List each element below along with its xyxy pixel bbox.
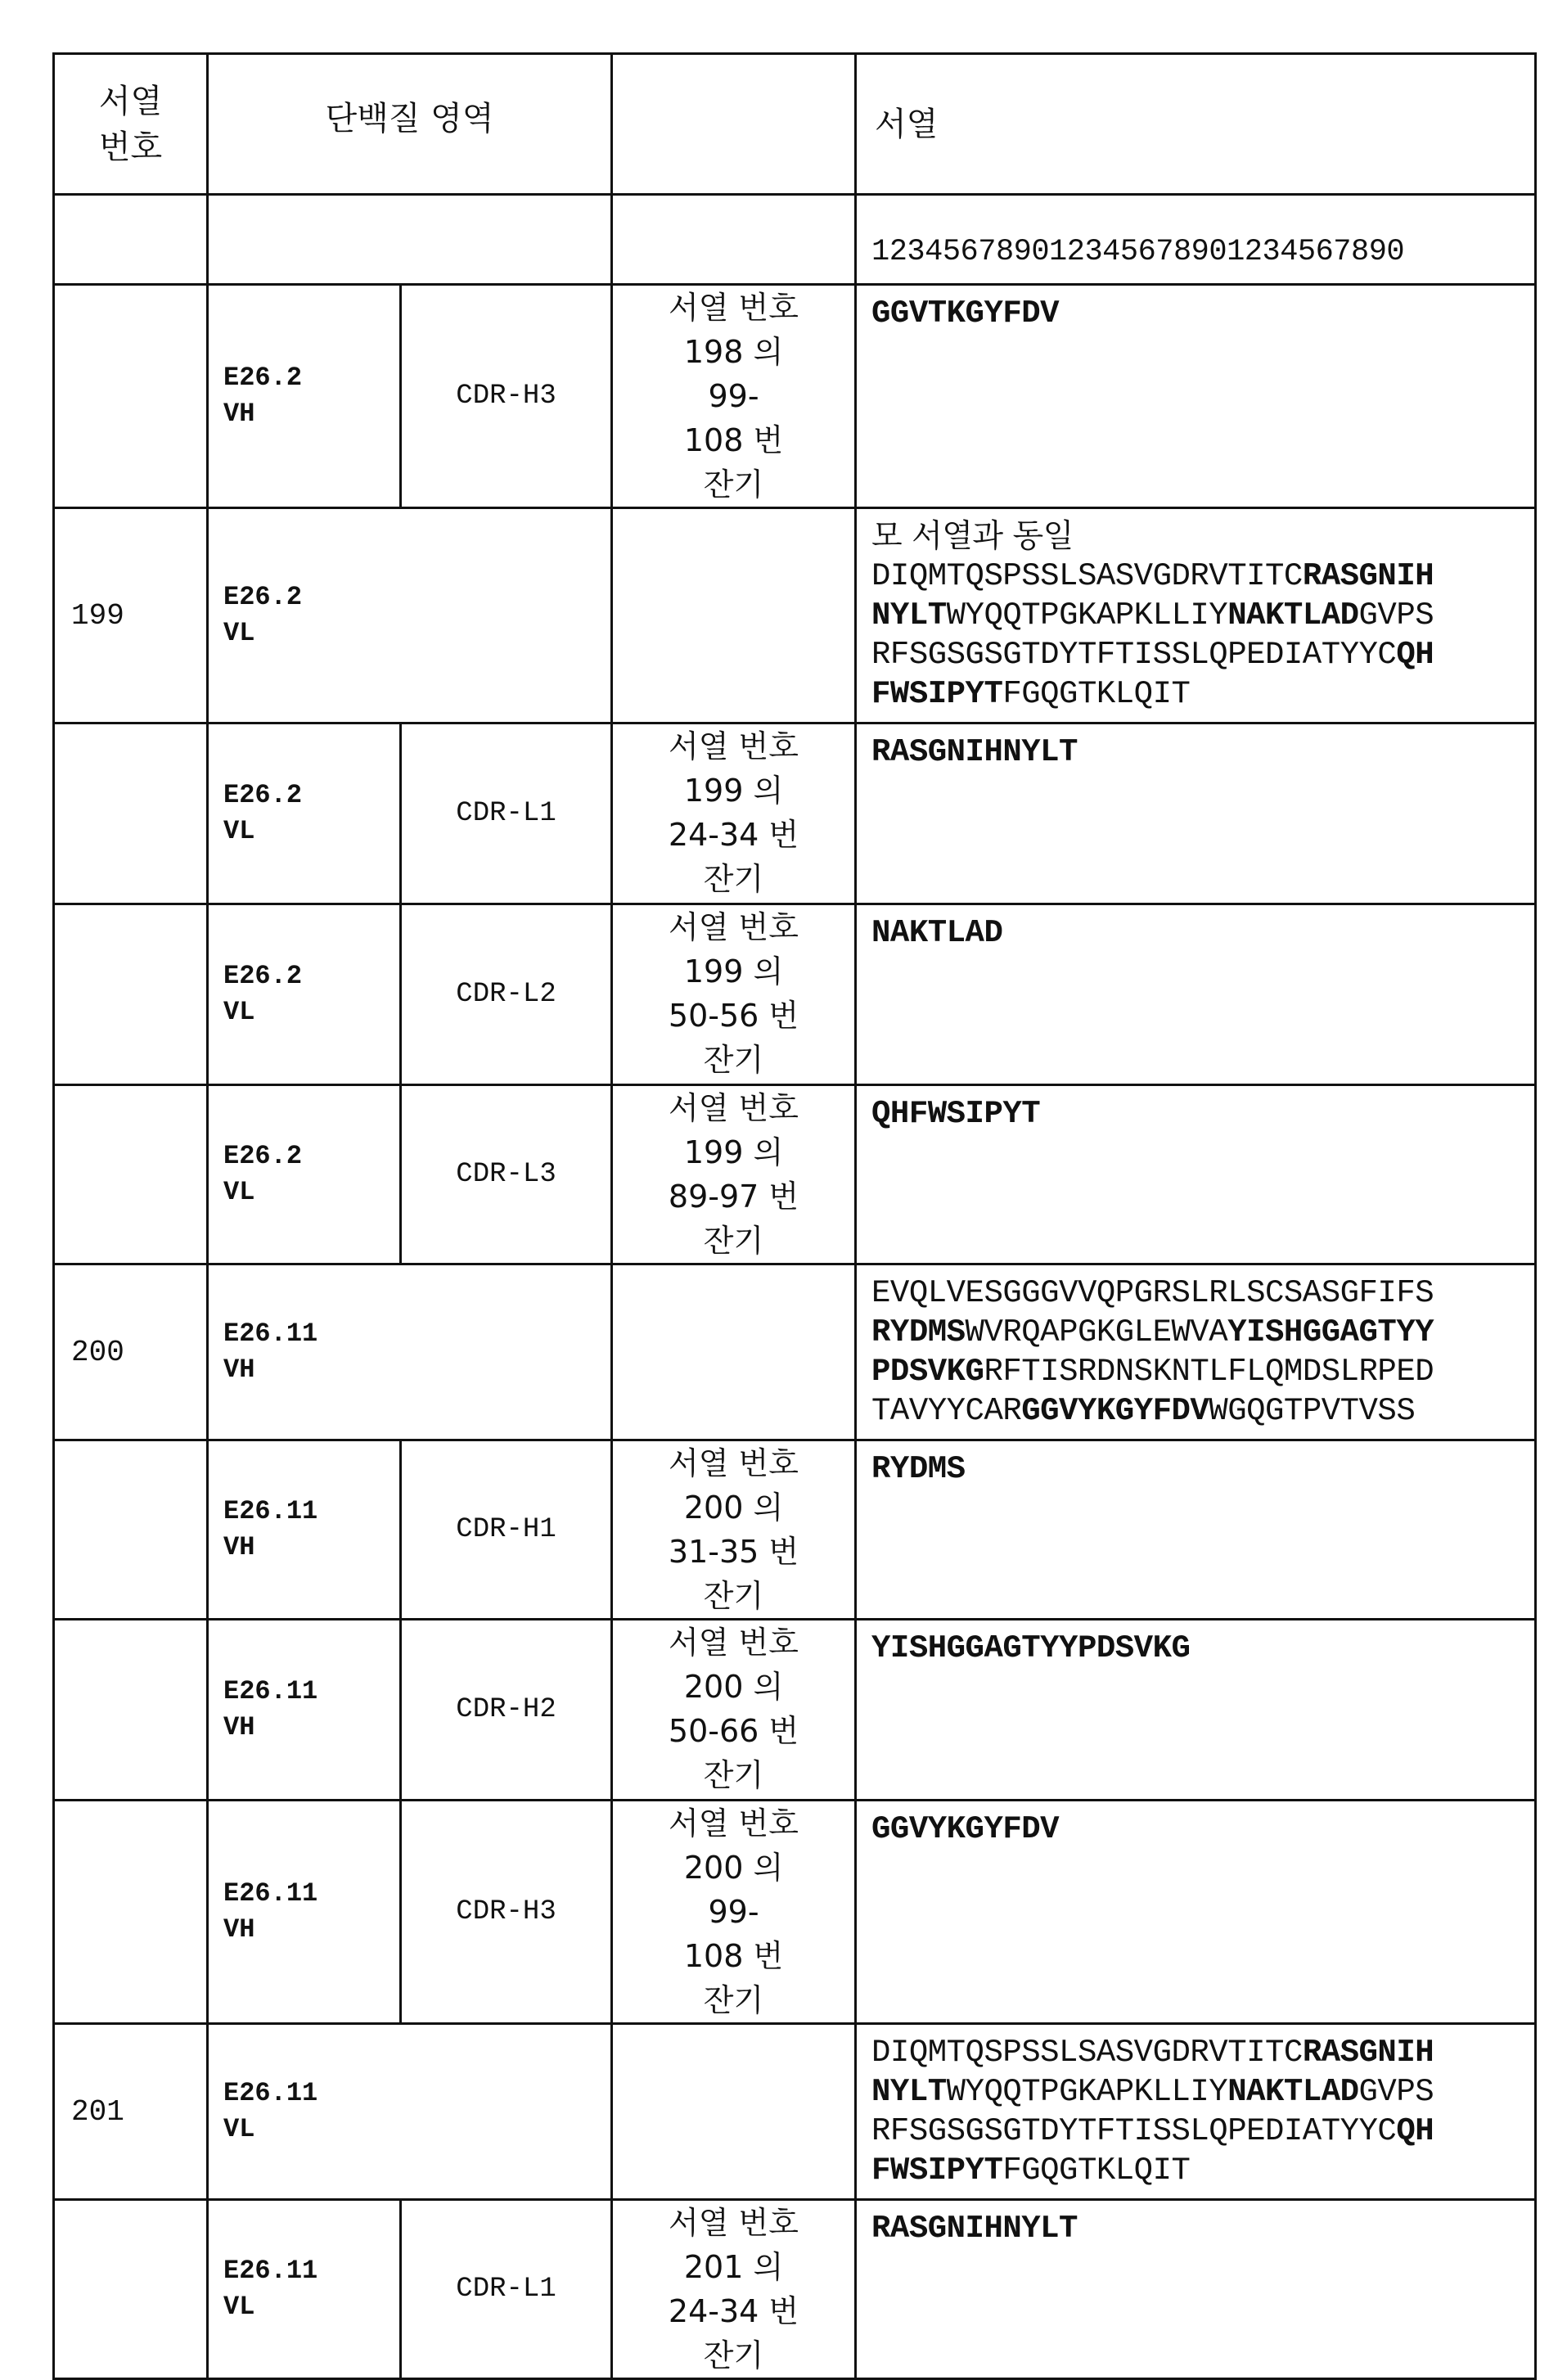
sequence-cell bbox=[856, 1085, 1536, 1264]
sequence-text bbox=[871, 913, 1520, 953]
residue-reference-cell: 서열 번호 201 의 24-34 번 잔기 bbox=[612, 2200, 856, 2379]
seq-id-cell: 200 bbox=[54, 1264, 208, 1440]
residue-reference-cell bbox=[612, 508, 856, 723]
table-row bbox=[54, 1801, 1536, 2024]
seq-id-cell bbox=[54, 723, 208, 904]
cdr-segment: NAKTLAD bbox=[1227, 2074, 1358, 2110]
cdr-segment: YISHGGAGTYYPDSVKG bbox=[871, 1630, 1190, 1666]
seq-id-cell bbox=[54, 285, 208, 508]
table-row bbox=[54, 285, 1536, 508]
seq-id-cell: 201 bbox=[54, 2024, 208, 2200]
seq-id-cell bbox=[54, 1085, 208, 1264]
framework-segment: WGQGTPVTVSS bbox=[1209, 1393, 1415, 1429]
cdr-segment: QHFWSIPYT bbox=[871, 1096, 1040, 1132]
protein-region-cell: E26.2 VL bbox=[208, 1085, 401, 1264]
protein-region-cell: E26.11 VH bbox=[208, 1264, 612, 1440]
residue-reference-cell: 서열 번호 199 의 89-97 번 잔기 bbox=[612, 1085, 856, 1264]
protein-region-cell: E26.11 VH bbox=[208, 1620, 401, 1801]
cdr-segment: RYDMS bbox=[871, 1314, 966, 1350]
header-blank bbox=[612, 54, 856, 195]
ruler-row bbox=[54, 195, 1536, 285]
sequence-cell bbox=[856, 1440, 1536, 1620]
cdr-segment: GGVYKGYFDV bbox=[871, 1811, 1059, 1847]
cdr-cell: CDR-L2 bbox=[401, 904, 612, 1085]
sequence-text bbox=[871, 2209, 1520, 2248]
ruler-empty bbox=[208, 195, 612, 285]
cdr-segment: RASGNIH NYLT bbox=[871, 558, 1434, 633]
sequence-note: 모 서열과 동일 bbox=[871, 517, 1520, 557]
seq-id-cell: 199 bbox=[54, 508, 208, 723]
cdr-segment: RASGNIHNYLT bbox=[871, 2211, 1078, 2247]
residue-reference-cell: 서열 번호 199 의 24-34 번 잔기 bbox=[612, 723, 856, 904]
framework-segment: WYQQTPGKAPKLLIY bbox=[947, 2074, 1228, 2110]
sequence-text bbox=[871, 557, 1520, 714]
sequence-cell bbox=[856, 723, 1536, 904]
sequence-text bbox=[871, 1449, 1520, 1489]
seq-id-cell bbox=[54, 1620, 208, 1801]
framework-segment: GVPS RFSGSGSGTDYTFTISSLQPEDIATYYC bbox=[871, 597, 1434, 673]
sequence-text bbox=[871, 732, 1520, 772]
header-sequence: 서열 bbox=[856, 54, 1536, 195]
table-row bbox=[54, 904, 1536, 1085]
framework-segment: RFTISRDNSKNTLFLQMDSLRPED TAVYYCAR bbox=[871, 1354, 1434, 1429]
framework-segment: FGQGTKLQIT bbox=[1002, 676, 1190, 712]
sequence-cell bbox=[856, 1801, 1536, 2024]
table-row bbox=[54, 1620, 1536, 1801]
framework-segment: DIQMTQSPSSLSASVGDRVTITC bbox=[871, 2035, 1303, 2071]
cdr-cell: CDR-L1 bbox=[401, 723, 612, 904]
cdr-segment: GGVYKGYFDV bbox=[1021, 1393, 1209, 1429]
sequence-cell bbox=[856, 2200, 1536, 2379]
framework-segment: WYQQTPGKAPKLLIY bbox=[947, 597, 1228, 633]
cdr-segment: RYDMS bbox=[871, 1451, 966, 1487]
ruler-empty bbox=[612, 195, 856, 285]
seq-id-cell bbox=[54, 904, 208, 1085]
cdr-segment: QH FWSIPYT bbox=[871, 637, 1434, 712]
sequence-text bbox=[871, 1273, 1520, 1431]
protein-region-cell: E26.2 VH bbox=[208, 285, 401, 508]
cdr-cell: CDR-H2 bbox=[401, 1620, 612, 1801]
cdr-segment: RASGNIHNYLT bbox=[871, 734, 1078, 770]
framework-segment: WVRQAPGKGLEWVA bbox=[966, 1314, 1228, 1350]
table-row bbox=[54, 723, 1536, 904]
protein-region-cell: E26.2 VL bbox=[208, 904, 401, 1085]
framework-segment: FGQGTKLQIT bbox=[1002, 2152, 1190, 2188]
table-row bbox=[54, 1264, 1536, 1440]
sequence-cell bbox=[856, 1264, 1536, 1440]
protein-region-cell: E26.2 VL bbox=[208, 723, 401, 904]
residue-reference-cell: 서열 번호 200 의 99- 108 번 잔기 bbox=[612, 1801, 856, 2024]
protein-region-cell: E26.11 VL bbox=[208, 2024, 612, 2200]
cdr-segment: NAKTLAD bbox=[1227, 597, 1358, 633]
seq-id-cell bbox=[54, 1440, 208, 1620]
sequence-cell bbox=[856, 904, 1536, 1085]
table-row bbox=[54, 2200, 1536, 2379]
framework-segment: EVQLVESGGGVVQPGRSLRLSCSASGFIFS bbox=[871, 1275, 1434, 1311]
seq-id-cell bbox=[54, 2200, 208, 2379]
cdr-segment: QH FWSIPYT bbox=[871, 2113, 1434, 2188]
sequence-cell bbox=[856, 2024, 1536, 2200]
sequence-cell bbox=[856, 508, 1536, 723]
cdr-segment: YISHGGAGTYY PDSVKG bbox=[871, 1314, 1434, 1390]
protein-region-cell: E26.11 VL bbox=[208, 2200, 401, 2379]
framework-segment: GVPS RFSGSGSGTDYTFTISSLQPEDIATYYC bbox=[871, 2074, 1434, 2149]
residue-reference-cell: 서열 번호 200 의 31-35 번 잔기 bbox=[612, 1440, 856, 1620]
table-row bbox=[54, 1085, 1536, 1264]
sequence-text bbox=[871, 2033, 1520, 2190]
table-row bbox=[54, 1440, 1536, 1620]
cdr-segment: GGVTKGYFDV bbox=[871, 295, 1059, 331]
table-row bbox=[54, 508, 1536, 723]
ruler-empty bbox=[54, 195, 208, 285]
sequence-text bbox=[871, 1094, 1520, 1134]
residue-reference-cell bbox=[612, 1264, 856, 1440]
cdr-cell: CDR-H3 bbox=[401, 285, 612, 508]
sequence-text bbox=[871, 294, 1520, 333]
header-seq-no: 서열 번호 bbox=[54, 54, 208, 195]
cdr-cell: CDR-L1 bbox=[401, 2200, 612, 2379]
protein-region-cell: E26.11 VH bbox=[208, 1440, 401, 1620]
position-ruler: 12345678901234567890123456789​0 bbox=[856, 195, 1536, 285]
cdr-cell: CDR-H3 bbox=[401, 1801, 612, 2024]
framework-segment: DIQMTQSPSSLSASVGDRVTITC bbox=[871, 558, 1303, 594]
header-region: 단백질 영역 bbox=[208, 54, 612, 195]
seq-id-cell bbox=[54, 1801, 208, 2024]
protein-region-cell: E26.2 VL bbox=[208, 508, 612, 723]
residue-reference-cell: 서열 번호 198 의 99- 108 번 잔기 bbox=[612, 285, 856, 508]
cdr-segment: NAKTLAD bbox=[871, 915, 1002, 951]
table-row bbox=[54, 2024, 1536, 2200]
residue-reference-cell: 서열 번호 200 의 50-66 번 잔기 bbox=[612, 1620, 856, 1801]
cdr-cell: CDR-H1 bbox=[401, 1440, 612, 1620]
cdr-segment: RASGNIH NYLT bbox=[871, 2035, 1434, 2110]
sequence-text bbox=[871, 1629, 1520, 1668]
residue-reference-cell: 서열 번호 199 의 50-56 번 잔기 bbox=[612, 904, 856, 1085]
cdr-cell: CDR-L3 bbox=[401, 1085, 612, 1264]
protein-region-cell: E26.11 VH bbox=[208, 1801, 401, 2024]
sequence-cell bbox=[856, 285, 1536, 508]
sequence-table bbox=[52, 52, 1537, 2380]
sequence-cell bbox=[856, 1620, 1536, 1801]
sequence-text bbox=[871, 1810, 1520, 1849]
residue-reference-cell bbox=[612, 2024, 856, 2200]
header-row bbox=[54, 54, 1536, 195]
